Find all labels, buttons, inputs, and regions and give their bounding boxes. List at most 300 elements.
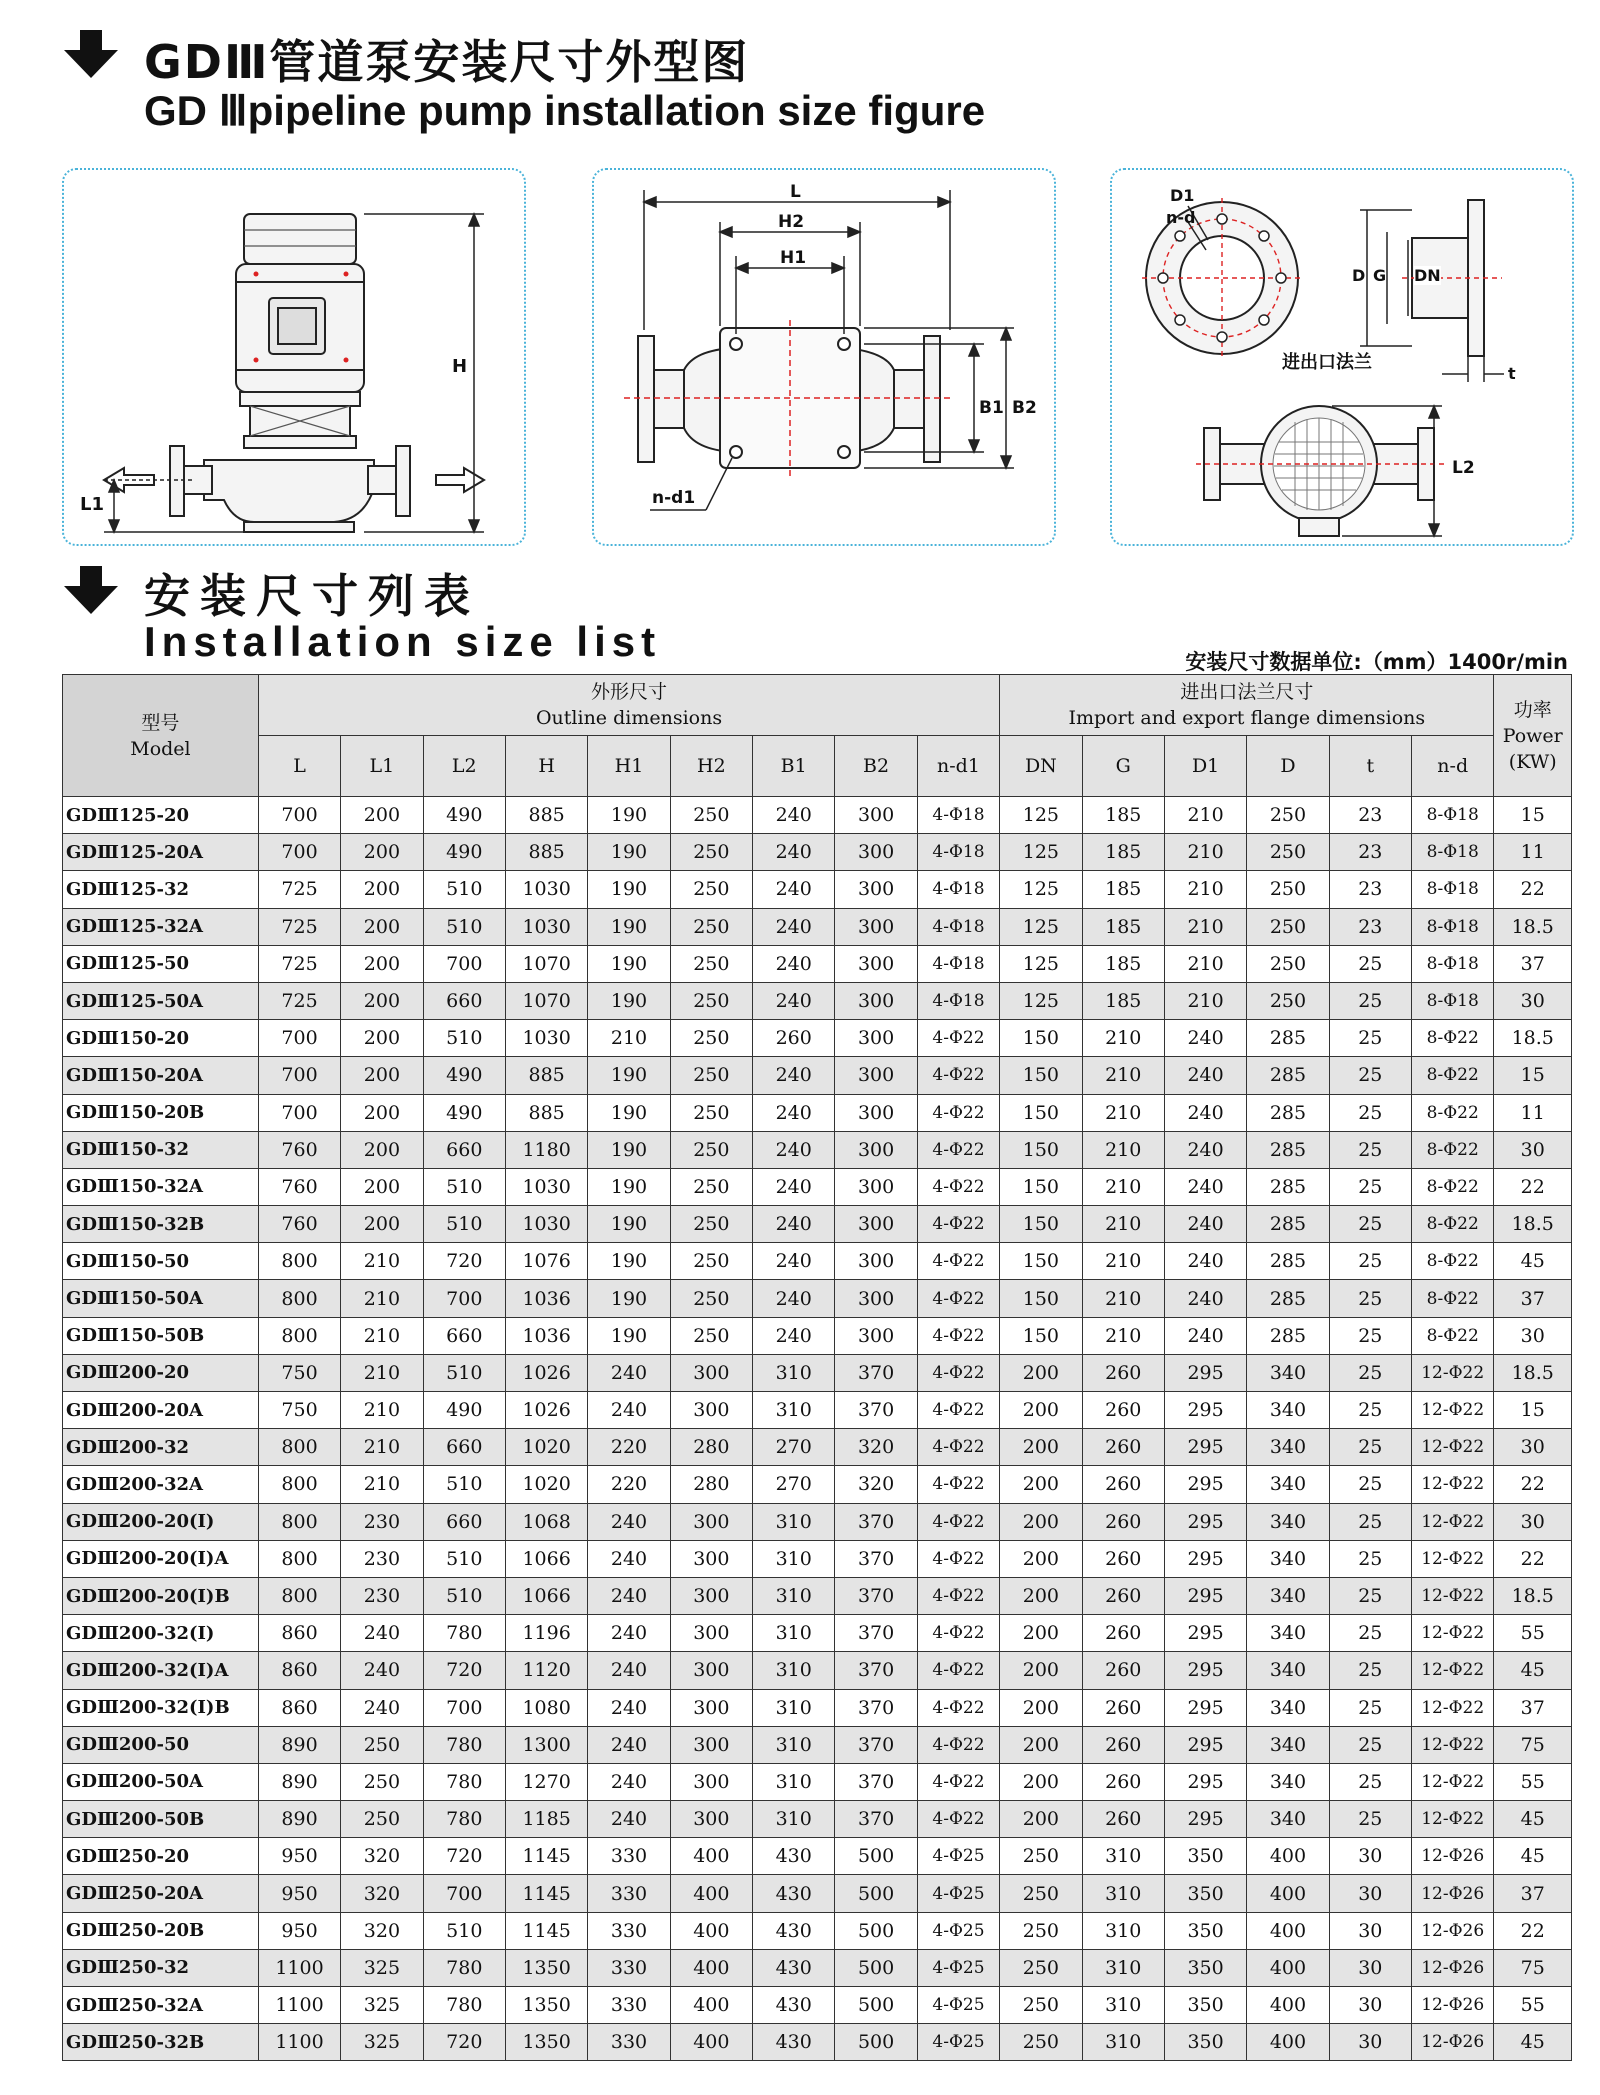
table-cell: 300 <box>835 1020 917 1057</box>
table-cell: 210 <box>1082 1280 1164 1317</box>
table-cell: 4-Φ22 <box>917 1503 999 1540</box>
table-cell: 510 <box>423 871 505 908</box>
table-cell: 340 <box>1247 1429 1329 1466</box>
outline-header-cn: 外形尺寸 <box>591 681 668 703</box>
table-cell: 310 <box>753 1763 835 1800</box>
table-cell: 1145 <box>505 1875 587 1912</box>
table-cell: 185 <box>1082 871 1164 908</box>
model-header <box>63 675 259 797</box>
table-cell: 1030 <box>505 871 587 908</box>
table-cell: 500 <box>835 2024 917 2061</box>
table-cell: 240 <box>1164 1131 1246 1168</box>
table-cell: 1030 <box>505 1020 587 1057</box>
table-cell: 250 <box>670 1280 752 1317</box>
table-cell: 250 <box>1247 834 1329 871</box>
table-cell: 400 <box>670 1949 752 1986</box>
table-cell: 1030 <box>505 1168 587 1205</box>
table-cell: 12-Φ22 <box>1412 1689 1494 1726</box>
table-cell: 25 <box>1329 982 1411 1019</box>
table-cell: 250 <box>670 797 752 834</box>
table-cell: 125 <box>1000 982 1082 1019</box>
table-cell: 210 <box>341 1392 423 1429</box>
table-cell: 370 <box>835 1689 917 1726</box>
table-cell: 350 <box>1164 1949 1246 1986</box>
arrow-down-icon <box>62 30 122 80</box>
table-cell: 430 <box>753 1912 835 1949</box>
table-cell: 8-Φ18 <box>1412 908 1494 945</box>
table-cell: 55 <box>1494 1763 1572 1800</box>
table-cell: 260 <box>1082 1354 1164 1391</box>
table-cell: 150 <box>1000 1206 1082 1243</box>
table-cell: 8-Φ22 <box>1412 1020 1494 1057</box>
table-cell: 370 <box>835 1615 917 1652</box>
table-cell: 210 <box>341 1466 423 1503</box>
table-cell: 320 <box>341 1912 423 1949</box>
table-cell: 430 <box>753 1987 835 2024</box>
column-header: D <box>1247 736 1329 797</box>
table-row <box>63 1206 1572 1243</box>
table-row <box>63 1094 1572 1131</box>
table-cell: 4-Φ18 <box>917 834 999 871</box>
table-cell: 185 <box>1082 908 1164 945</box>
table-cell: 4-Φ22 <box>917 1689 999 1726</box>
table-cell: 200 <box>1000 1652 1082 1689</box>
table-cell: 310 <box>1082 2024 1164 2061</box>
table-cell: 860 <box>258 1652 340 1689</box>
table-cell: 490 <box>423 1392 505 1429</box>
table-cell: 200 <box>341 1094 423 1131</box>
table-cell: 230 <box>341 1540 423 1577</box>
table-cell: 340 <box>1247 1615 1329 1652</box>
table-cell: 1185 <box>505 1801 587 1838</box>
table-cell: 190 <box>588 908 670 945</box>
table-cell: 800 <box>258 1317 340 1354</box>
table-cell: 12-Φ26 <box>1412 1875 1494 1912</box>
table-cell: 260 <box>1082 1689 1164 1726</box>
table-cell: 30 <box>1494 1317 1572 1354</box>
table-cell: 200 <box>1000 1429 1082 1466</box>
table-cell: 1100 <box>258 1987 340 2024</box>
table-cell: 12-Φ22 <box>1412 1354 1494 1391</box>
table-cell: 310 <box>753 1540 835 1577</box>
table-cell: 660 <box>423 982 505 1019</box>
column-header: DN <box>1000 736 1082 797</box>
table-cell: 860 <box>258 1615 340 1652</box>
table-cell: 240 <box>341 1689 423 1726</box>
table-cell: 300 <box>670 1652 752 1689</box>
table-cell: 300 <box>835 834 917 871</box>
table-cell: 210 <box>341 1317 423 1354</box>
model-cell: GDⅢ150-32B <box>63 1206 259 1243</box>
table-cell: 12-Φ22 <box>1412 1392 1494 1429</box>
table-cell: 370 <box>835 1540 917 1577</box>
table-cell: 700 <box>258 1020 340 1057</box>
table-cell: 200 <box>341 1206 423 1243</box>
dim-label-L: L <box>790 182 801 202</box>
table-cell: 240 <box>588 1652 670 1689</box>
table-cell: 300 <box>670 1577 752 1614</box>
table-cell: 285 <box>1247 1317 1329 1354</box>
dim-label-B2: B2 <box>1012 398 1037 418</box>
table-cell: 660 <box>423 1317 505 1354</box>
table-cell: 240 <box>1164 1280 1246 1317</box>
table-cell: 250 <box>1000 1987 1082 2024</box>
table-cell: 150 <box>1000 1168 1082 1205</box>
table-row <box>63 1949 1572 1986</box>
table-cell: 1066 <box>505 1577 587 1614</box>
table-cell: 30 <box>1494 1429 1572 1466</box>
table-cell: 25 <box>1329 1354 1411 1391</box>
table-cell: 700 <box>258 1094 340 1131</box>
table-cell: 12-Φ22 <box>1412 1466 1494 1503</box>
table-cell: 725 <box>258 871 340 908</box>
table-cell: 400 <box>1247 1912 1329 1949</box>
table-cell: 4-Φ22 <box>917 1577 999 1614</box>
table-cell: 310 <box>1082 1949 1164 1986</box>
table-cell: 30 <box>1329 1912 1411 1949</box>
table-cell: 18.5 <box>1494 908 1572 945</box>
table-cell: 1300 <box>505 1726 587 1763</box>
table-cell: 4-Φ18 <box>917 982 999 1019</box>
table-cell: 285 <box>1247 1057 1329 1094</box>
dim-label-H: H <box>452 356 468 377</box>
table-cell: 30 <box>1329 1838 1411 1875</box>
table-cell: 400 <box>1247 1987 1329 2024</box>
table-cell: 12-Φ26 <box>1412 1838 1494 1875</box>
table-cell: 780 <box>423 1726 505 1763</box>
table-cell: 720 <box>423 1243 505 1280</box>
table-cell: 400 <box>1247 1949 1329 1986</box>
table-cell: 210 <box>1164 908 1246 945</box>
model-cell: GDⅢ200-20A <box>63 1392 259 1429</box>
outline-dimensions-header <box>258 675 999 736</box>
table-cell: 8-Φ18 <box>1412 834 1494 871</box>
column-header: B2 <box>835 736 917 797</box>
table-cell: 12-Φ22 <box>1412 1429 1494 1466</box>
table-cell: 330 <box>588 2024 670 2061</box>
table-row <box>63 1801 1572 1838</box>
table-cell: 320 <box>835 1429 917 1466</box>
table-cell: 250 <box>341 1763 423 1800</box>
table-cell: 200 <box>1000 1392 1082 1429</box>
table-cell: 200 <box>341 1020 423 1057</box>
table-cell: 190 <box>588 982 670 1019</box>
table-cell: 45 <box>1494 1243 1572 1280</box>
table-cell: 700 <box>423 1280 505 1317</box>
table-cell: 720 <box>423 1652 505 1689</box>
column-header: L <box>258 736 340 797</box>
table-cell: 510 <box>423 1912 505 1949</box>
table-cell: 310 <box>753 1689 835 1726</box>
table-cell: 4-Φ22 <box>917 1354 999 1391</box>
table-cell: 285 <box>1247 1243 1329 1280</box>
table-cell: 12-Φ26 <box>1412 1949 1494 1986</box>
table-cell: 55 <box>1494 1987 1572 2024</box>
table-cell: 240 <box>1164 1094 1246 1131</box>
table-row <box>63 1615 1572 1652</box>
table-cell: 12-Φ22 <box>1412 1726 1494 1763</box>
table-cell: 4-Φ18 <box>917 945 999 982</box>
table-cell: 200 <box>1000 1540 1082 1577</box>
table-cell: 190 <box>588 1280 670 1317</box>
table-cell: 4-Φ22 <box>917 1615 999 1652</box>
model-cell: GDⅢ200-32 <box>63 1429 259 1466</box>
table-cell: 190 <box>588 945 670 982</box>
table-cell: 23 <box>1329 871 1411 908</box>
table-cell: 350 <box>1164 1987 1246 2024</box>
table-cell: 25 <box>1329 945 1411 982</box>
table-cell: 280 <box>670 1466 752 1503</box>
table-cell: 240 <box>588 1763 670 1800</box>
table-cell: 8-Φ22 <box>1412 1206 1494 1243</box>
table-cell: 1145 <box>505 1912 587 1949</box>
table-cell: 430 <box>753 1838 835 1875</box>
table-cell: 25 <box>1329 1763 1411 1800</box>
model-cell: GDⅢ125-20A <box>63 834 259 871</box>
table-cell: 250 <box>1247 982 1329 1019</box>
outline-header-en: Outline dimensions <box>535 707 723 729</box>
table-cell: 280 <box>670 1429 752 1466</box>
table-cell: 300 <box>835 871 917 908</box>
table-row <box>63 1354 1572 1391</box>
table-cell: 15 <box>1494 1392 1572 1429</box>
table-cell: 240 <box>588 1726 670 1763</box>
table-cell: 500 <box>835 1949 917 1986</box>
table-cell: 30 <box>1494 1503 1572 1540</box>
model-cell: GDⅢ125-32A <box>63 908 259 945</box>
table-cell: 300 <box>835 797 917 834</box>
table-cell: 370 <box>835 1763 917 1800</box>
table-cell: 300 <box>835 1168 917 1205</box>
table-cell: 310 <box>1082 1838 1164 1875</box>
table-cell: 30 <box>1329 2024 1411 2061</box>
table-cell: 350 <box>1164 1838 1246 1875</box>
table-cell: 150 <box>1000 1280 1082 1317</box>
table-body <box>63 797 1572 2061</box>
table-cell: 12-Φ22 <box>1412 1801 1494 1838</box>
table-cell: 320 <box>341 1838 423 1875</box>
table-cell: 700 <box>258 797 340 834</box>
table-cell: 340 <box>1247 1652 1329 1689</box>
dim-label-n-d: n-d <box>1166 208 1196 227</box>
model-cell: GDⅢ250-20A <box>63 1875 259 1912</box>
table-cell: 200 <box>1000 1466 1082 1503</box>
table-cell: 75 <box>1494 1726 1572 1763</box>
table-cell: 300 <box>670 1615 752 1652</box>
table-cell: 240 <box>341 1615 423 1652</box>
table-cell: 25 <box>1329 1057 1411 1094</box>
table-cell: 400 <box>670 1838 752 1875</box>
table-cell: 210 <box>1164 834 1246 871</box>
table-cell: 330 <box>588 1912 670 1949</box>
table-cell: 210 <box>1164 871 1246 908</box>
column-header-row <box>63 736 1572 797</box>
model-cell: GDⅢ150-20 <box>63 1020 259 1057</box>
table-row <box>63 908 1572 945</box>
table-cell: 8-Φ22 <box>1412 1168 1494 1205</box>
table-cell: 300 <box>835 1243 917 1280</box>
table-cell: 400 <box>670 1912 752 1949</box>
table-cell: 4-Φ25 <box>917 1875 999 1912</box>
table-cell: 300 <box>670 1801 752 1838</box>
table-cell: 8-Φ22 <box>1412 1317 1494 1354</box>
table-cell: 150 <box>1000 1317 1082 1354</box>
column-header: H2 <box>670 736 752 797</box>
table-cell: 500 <box>835 1987 917 2024</box>
table-cell: 285 <box>1247 1020 1329 1057</box>
table-cell: 200 <box>1000 1763 1082 1800</box>
table-cell: 295 <box>1164 1392 1246 1429</box>
table-cell: 300 <box>835 908 917 945</box>
unit-note: 安装尺寸数据单位:（mm）1400r/min <box>1185 650 1568 674</box>
table-cell: 700 <box>258 1057 340 1094</box>
table-cell: 1026 <box>505 1392 587 1429</box>
table-cell: 370 <box>835 1354 917 1391</box>
table-cell: 25 <box>1329 1801 1411 1838</box>
table-cell: 37 <box>1494 945 1572 982</box>
model-cell: GDⅢ150-20B <box>63 1094 259 1131</box>
table-cell: 4-Φ18 <box>917 797 999 834</box>
table-row <box>63 1689 1572 1726</box>
table-cell: 400 <box>1247 1838 1329 1875</box>
table-cell: 250 <box>1000 2024 1082 2061</box>
table-cell: 720 <box>423 1838 505 1875</box>
table-cell: 725 <box>258 945 340 982</box>
table-cell: 1026 <box>505 1354 587 1391</box>
table-cell: 260 <box>1082 1763 1164 1800</box>
table-row <box>63 1429 1572 1466</box>
table-cell: 250 <box>670 871 752 908</box>
table-cell: 25 <box>1329 1280 1411 1317</box>
table-cell: 185 <box>1082 834 1164 871</box>
table-cell: 250 <box>1000 1949 1082 1986</box>
model-cell: GDⅢ250-20B <box>63 1912 259 1949</box>
table-cell: 240 <box>753 908 835 945</box>
model-cell: GDⅢ250-32A <box>63 1987 259 2024</box>
table-cell: 240 <box>753 834 835 871</box>
table-cell: 300 <box>670 1392 752 1429</box>
table-cell: 240 <box>753 1206 835 1243</box>
table-cell: 4-Φ22 <box>917 1652 999 1689</box>
table-cell: 325 <box>341 1949 423 1986</box>
column-header: H1 <box>588 736 670 797</box>
arrow-down-icon <box>62 566 122 616</box>
model-cell: GDⅢ200-32(I)A <box>63 1652 259 1689</box>
table-cell: 260 <box>753 1020 835 1057</box>
table-cell: 250 <box>1000 1912 1082 1949</box>
dim-label-D: D <box>1352 266 1366 285</box>
model-cell: GDⅢ150-20A <box>63 1057 259 1094</box>
table-cell: 125 <box>1000 834 1082 871</box>
table-cell: 240 <box>753 871 835 908</box>
table-cell: 8-Φ22 <box>1412 1094 1494 1131</box>
table-cell: 4-Φ22 <box>917 1131 999 1168</box>
table-cell: 240 <box>753 1317 835 1354</box>
table-cell: 200 <box>1000 1801 1082 1838</box>
table-cell: 200 <box>1000 1503 1082 1540</box>
table-row <box>63 1131 1572 1168</box>
table-cell: 340 <box>1247 1689 1329 1726</box>
table-cell: 190 <box>588 834 670 871</box>
table-cell: 330 <box>588 1838 670 1875</box>
table-cell: 250 <box>670 982 752 1019</box>
table-cell: 1100 <box>258 2024 340 2061</box>
table-row <box>63 1503 1572 1540</box>
table-cell: 350 <box>1164 1875 1246 1912</box>
table-cell: 190 <box>588 1057 670 1094</box>
table-row <box>63 1577 1572 1614</box>
table-cell: 300 <box>835 1131 917 1168</box>
table-cell: 295 <box>1164 1689 1246 1726</box>
table-cell: 25 <box>1329 1429 1411 1466</box>
table-cell: 1270 <box>505 1763 587 1800</box>
table-cell: 210 <box>1164 797 1246 834</box>
table-cell: 370 <box>835 1726 917 1763</box>
table-cell: 300 <box>835 982 917 1019</box>
table-cell: 950 <box>258 1875 340 1912</box>
table-cell: 8-Φ22 <box>1412 1280 1494 1317</box>
table-cell: 240 <box>1164 1243 1246 1280</box>
table-cell: 1196 <box>505 1615 587 1652</box>
table-cell: 400 <box>670 2024 752 2061</box>
table-cell: 250 <box>670 1206 752 1243</box>
table-cell: 250 <box>670 834 752 871</box>
model-cell: GDⅢ200-20(I)B <box>63 1577 259 1614</box>
table-cell: 220 <box>588 1429 670 1466</box>
table-cell: 250 <box>670 1243 752 1280</box>
table-row <box>63 1912 1572 1949</box>
column-header: G <box>1082 736 1164 797</box>
table-cell: 260 <box>1082 1801 1164 1838</box>
table-cell: 210 <box>1082 1057 1164 1094</box>
table-cell: 240 <box>588 1801 670 1838</box>
model-cell: GDⅢ200-32(I)B <box>63 1689 259 1726</box>
table-cell: 4-Φ22 <box>917 1168 999 1205</box>
table-cell: 510 <box>423 1466 505 1503</box>
table-cell: 210 <box>1164 982 1246 1019</box>
model-cell: GDⅢ200-32(I) <box>63 1615 259 1652</box>
table-cell: 490 <box>423 797 505 834</box>
model-cell: GDⅢ200-32A <box>63 1466 259 1503</box>
table-cell: 250 <box>1247 871 1329 908</box>
table-cell: 660 <box>423 1503 505 1540</box>
table-cell: 18.5 <box>1494 1020 1572 1057</box>
table-cell: 1020 <box>505 1429 587 1466</box>
model-cell: GDⅢ200-20(I) <box>63 1503 259 1540</box>
table-cell: 510 <box>423 1020 505 1057</box>
dim-label-D1: D1 <box>1170 186 1195 205</box>
table-cell: 18.5 <box>1494 1577 1572 1614</box>
table-cell: 295 <box>1164 1429 1246 1466</box>
table-cell: 885 <box>505 1094 587 1131</box>
power-unit: (KW) <box>1508 750 1557 773</box>
table-cell: 30 <box>1329 1987 1411 2024</box>
table-row <box>63 1392 1572 1429</box>
table-cell: 320 <box>341 1875 423 1912</box>
table-cell: 1100 <box>258 1949 340 1986</box>
installation-size-table <box>62 674 1572 2061</box>
table-cell: 660 <box>423 1429 505 1466</box>
table-cell: 330 <box>588 1949 670 1986</box>
table-cell: 490 <box>423 1094 505 1131</box>
table-row <box>63 1838 1572 1875</box>
table-cell: 25 <box>1329 1243 1411 1280</box>
table-cell: 330 <box>588 1987 670 2024</box>
table-cell: 4-Φ22 <box>917 1243 999 1280</box>
dim-label-H1: H1 <box>780 248 807 268</box>
table-cell: 200 <box>341 908 423 945</box>
table-cell: 750 <box>258 1392 340 1429</box>
